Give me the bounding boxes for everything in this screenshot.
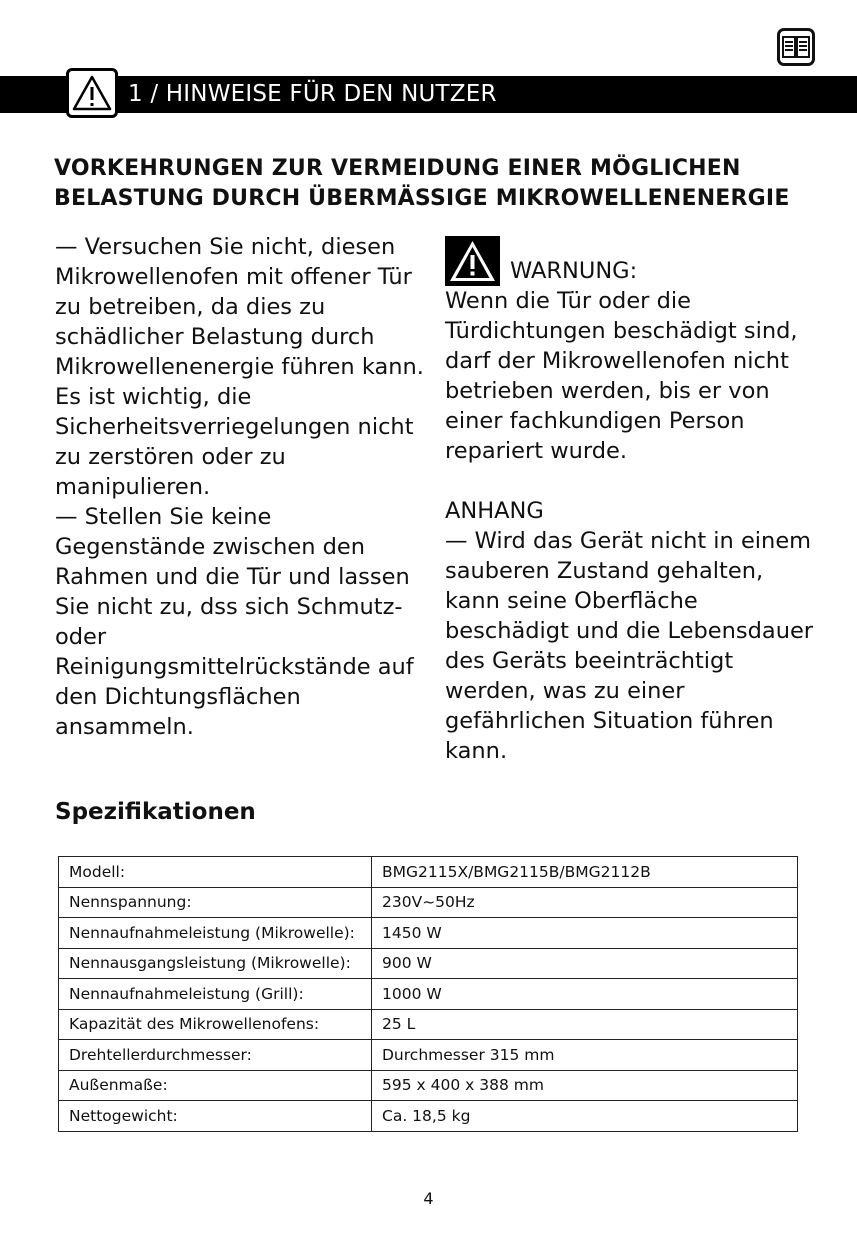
- spec-value: Ca. 18,5 kg: [372, 1101, 798, 1132]
- spec-label: Nennspannung:: [59, 887, 372, 918]
- table-row: [59, 857, 798, 888]
- warning-triangle-glyph: [72, 75, 112, 111]
- page-heading-line-2: BELASTUNG DURCH ÜBERMÄSSIGE MIKROWELLENENERGIE: [54, 186, 790, 211]
- spec-value: Durchmesser 315 mm: [372, 1040, 798, 1071]
- table-row: [59, 1101, 798, 1132]
- spec-value: 1450 W: [372, 918, 798, 949]
- table-row: [59, 1040, 798, 1071]
- left-paragraph-2: — Stellen Sie keine Gegenstände zwischen den Rahmen und die Tür und lassen Sie nicht zu, dss sich Schmutz- oder Reinigungsmittelrückstände auf den Dichtungsflächen ansammeln.: [55, 504, 414, 740]
- spec-label: Nennausgangsleistung (Mikrowelle):: [59, 948, 372, 979]
- spec-label: Modell:: [59, 857, 372, 888]
- section-title: 1 / HINWEISE FÜR DEN NUTZER: [128, 81, 497, 107]
- spec-label: Nennaufnahmeleistung (Mikrowelle):: [59, 918, 372, 949]
- spec-value: 900 W: [372, 948, 798, 979]
- table-row: [59, 887, 798, 918]
- spec-label: Außenmaße:: [59, 1070, 372, 1101]
- warning-icon: [445, 236, 500, 286]
- page-heading-line-1: VORKEHRUNGEN ZUR VERMEIDUNG EINER MÖGLICHEN: [54, 156, 741, 181]
- spec-value: 1000 W: [372, 979, 798, 1010]
- manual-book-icon: [777, 28, 815, 66]
- warning-label: WARNUNG:: [510, 258, 638, 284]
- warning-text: Wenn die Tür oder die Türdichtungen beschädigt sind, darf der Mikrowellenofen nicht betrieben werden, bis er von einer fachkundigen Person repariert wurde.: [445, 288, 798, 464]
- spec-value: 230V~50Hz: [372, 887, 798, 918]
- spec-label: Nettogewicht:: [59, 1101, 372, 1132]
- spec-value: BMG2115X/BMG2115B/BMG2112B: [372, 857, 798, 888]
- table-row: [59, 1070, 798, 1101]
- table-row: [59, 1009, 798, 1040]
- appendix-text: — Wird das Gerät nicht in einem sauberen Zustand gehalten, kann seine Oberfläche beschädigt und die Lebensdauer des Geräts beeinträchtigt werden, was zu einer gefährlichen Situation führen kann.: [445, 528, 814, 764]
- left-paragraph-1: — Versuchen Sie nicht, diesen Mikrowellenofen mit offener Tür zu betreiben, da dies zu schädlicher Belastung durch Mikrowellenenergie führen kann. Es ist wichtig, die Sicherheitsverriegelungen nicht zu zerstören oder zu manipulieren.: [55, 234, 424, 500]
- spec-label: Drehtellerdurchmesser:: [59, 1040, 372, 1071]
- spec-value: 25 L: [372, 1009, 798, 1040]
- specs-table: [58, 856, 798, 1132]
- left-column: [55, 232, 427, 742]
- table-row: [59, 979, 798, 1010]
- table-row: [59, 918, 798, 949]
- table-row: [59, 948, 798, 979]
- spec-label: Kapazität des Mikrowellenofens:: [59, 1009, 372, 1040]
- page-heading: [54, 154, 834, 214]
- spec-label: Nennaufnahmeleistung (Grill):: [59, 979, 372, 1010]
- manual-book-icon-glyph: [782, 36, 810, 58]
- warning-label-row: [445, 232, 817, 286]
- page-number: 4: [423, 1189, 434, 1208]
- warning-triangle-icon: [66, 68, 118, 118]
- right-column: [445, 232, 817, 766]
- spec-value: 595 x 400 x 388 mm: [372, 1070, 798, 1101]
- specs-title: Spezifikationen: [55, 799, 256, 825]
- appendix-title: ANHANG: [445, 498, 544, 524]
